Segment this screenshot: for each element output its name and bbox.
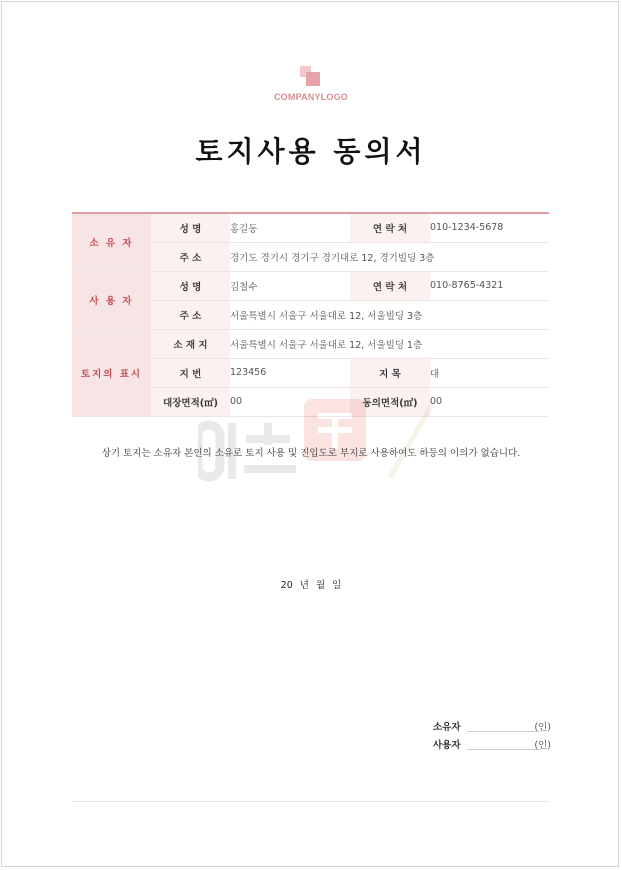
land-lot-label: 지 번 xyxy=(151,358,230,387)
land-category: 대 xyxy=(430,358,549,387)
date-line: 20 년 월 일 xyxy=(280,580,342,591)
user-section-label: 사 용 자 xyxy=(72,271,151,329)
owner-contact-label: 연 락 처 xyxy=(350,213,430,242)
company-logo xyxy=(0,66,622,102)
user-signature-label: 사용자 xyxy=(433,740,461,751)
logo-text: COMPANYLOGO xyxy=(273,92,349,102)
land-row-1 xyxy=(72,329,549,358)
owner-signature-label: 소유자 xyxy=(433,722,461,733)
user-contact: 010-8765-4321 xyxy=(430,271,549,300)
document-title: 토지사용 동의서 xyxy=(195,135,427,168)
user-row-1 xyxy=(72,271,549,300)
land-location: 서울특별시 서울구 서울대로 12, 서울빌딩 1층 xyxy=(230,329,549,358)
user-name: 김철수 xyxy=(230,271,350,300)
owner-signature-row xyxy=(433,719,551,733)
user-address: 서울특별시 서울구 서울대로 12, 서울빌딩 3층 xyxy=(230,300,549,329)
owner-seal-mark: (인) xyxy=(534,722,551,733)
user-signature-row xyxy=(433,737,551,751)
owner-contact: 010-1234-5678 xyxy=(430,213,549,242)
logo-mark-icon xyxy=(299,66,323,88)
ledger-area: 00 xyxy=(230,387,350,416)
info-table xyxy=(72,212,549,417)
owner-section-label: 소 유 자 xyxy=(72,213,151,271)
user-name-label: 성 명 xyxy=(151,271,230,300)
consent-statement: 상기 토지는 소유자 본인의 소유로 토지 사용 및 진입도로 부지로 사용하여도 하등의 이의가 없습니다. xyxy=(101,448,521,459)
bottom-divider xyxy=(72,801,549,802)
user-seal-mark: (인) xyxy=(534,740,551,751)
land-location-label: 소 재 지 xyxy=(151,329,230,358)
owner-signature-line xyxy=(467,731,541,732)
ledger-area-label: 대장면적(㎡) xyxy=(151,387,230,416)
owner-address: 경기도 경기시 경기구 경기대로 12, 경기빌딩 3층 xyxy=(230,242,549,271)
owner-name: 홍길동 xyxy=(230,213,350,242)
user-address-label: 주 소 xyxy=(151,300,230,329)
land-section-label: 토지의 표시 xyxy=(72,329,151,416)
user-contact-label: 연 락 처 xyxy=(350,271,430,300)
user-signature-line xyxy=(467,749,541,750)
consent-area: 00 xyxy=(430,387,549,416)
land-lot: 123456 xyxy=(230,358,350,387)
owner-address-label: 주 소 xyxy=(151,242,230,271)
consent-area-label: 동의면적(㎡) xyxy=(350,387,430,416)
land-category-label: 지 목 xyxy=(350,358,430,387)
owner-name-label: 성 명 xyxy=(151,213,230,242)
owner-row-1 xyxy=(72,213,549,242)
